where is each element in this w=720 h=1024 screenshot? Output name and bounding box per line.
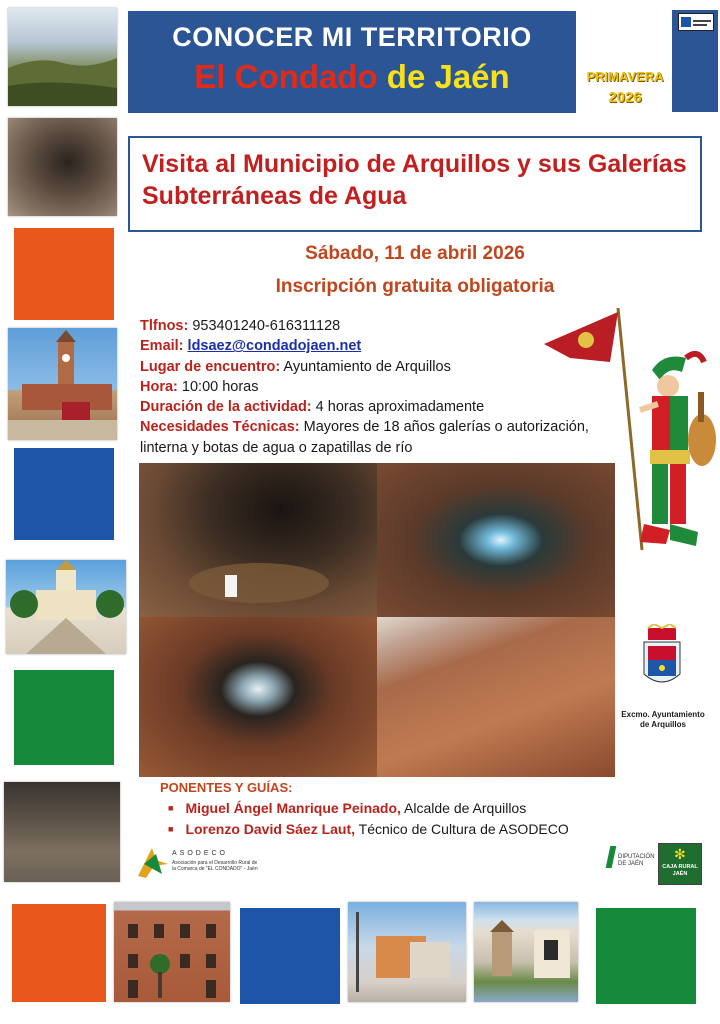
speaker-item bbox=[168, 800, 526, 816]
header-subtitle bbox=[128, 58, 576, 96]
gallery-photo-4 bbox=[377, 617, 615, 777]
asodeco-logo bbox=[136, 846, 258, 882]
time-label: Hora: bbox=[140, 378, 178, 395]
speaker-name: Miguel Ángel Manrique Peinado, bbox=[185, 800, 401, 816]
phones-label: Tlfnos: bbox=[140, 318, 189, 334]
tunnel-photo-2 bbox=[4, 782, 120, 882]
email-link[interactable]: ldsaez@condadojaen.net bbox=[187, 338, 362, 355]
needs-value: Mayores de 18 años galerías o autorización, linterna y botas de agua o zapatillas de río bbox=[140, 419, 589, 456]
gallery-photo-2 bbox=[377, 463, 615, 617]
orange-tile bbox=[12, 904, 106, 1002]
green-tile bbox=[596, 908, 696, 1004]
bullet-icon: ■ bbox=[168, 803, 174, 813]
clock-tower-photo bbox=[8, 328, 117, 440]
corner-logo bbox=[678, 13, 714, 31]
tunnel-photo-1 bbox=[8, 118, 117, 216]
time-value: 10:00 horas bbox=[181, 378, 259, 395]
event-title: Visita al Municipio de Arquillos y sus Galerías Subterráneas de Agua bbox=[142, 150, 687, 210]
orange-tile bbox=[14, 228, 114, 320]
modern-building-photo bbox=[348, 902, 466, 1002]
speaker-item bbox=[168, 821, 569, 837]
season-year: 2026 bbox=[608, 89, 642, 106]
asodeco-name: ASODECO bbox=[172, 850, 229, 857]
event-date: Sábado, 11 de abril 2026 bbox=[305, 243, 525, 264]
bullet-icon: ■ bbox=[168, 824, 174, 834]
blue-tile bbox=[240, 908, 340, 1004]
phones-value: 953401240-616311128 bbox=[192, 318, 341, 334]
asodeco-subtitle: Asociación para el Desarrollo Rural de la Comarca de "EL CONDADO" - Jaén bbox=[172, 860, 258, 872]
duration-value: 4 horas aproximadamente bbox=[315, 399, 485, 416]
coat-of-arms-icon bbox=[640, 624, 684, 708]
needs-label: Necesidades Técnicas: bbox=[140, 419, 300, 436]
landscape-photo bbox=[8, 8, 117, 106]
green-tile bbox=[14, 670, 114, 765]
season-label bbox=[578, 66, 672, 108]
duration-label: Duración de la actividad: bbox=[140, 399, 312, 416]
diputacion-logo bbox=[604, 846, 655, 882]
speaker-role: Alcalde de Arquillos bbox=[404, 800, 527, 816]
header-subtitle-red: El Condado bbox=[194, 58, 378, 95]
speaker-name: Lorenzo David Sáez Laut, bbox=[185, 821, 356, 837]
caja-rural-logo bbox=[658, 843, 702, 885]
blue-tile bbox=[14, 448, 114, 540]
wheat-icon: ✻ bbox=[674, 846, 686, 862]
header-title: CONOCER MI TERRITORIO bbox=[172, 22, 532, 52]
meeting-value: Ayuntamiento de Arquillos bbox=[283, 358, 451, 375]
signup-note: Inscripción gratuita obligatoria bbox=[275, 276, 555, 297]
caja-rural-label: CAJA RURAL JAÉN bbox=[662, 864, 698, 877]
email-label: Email: bbox=[140, 338, 184, 355]
meeting-label: Lugar de encuentro: bbox=[140, 358, 281, 375]
town-square-photo bbox=[6, 560, 126, 654]
diputacion-label: DIPUTACIÓN DE JAÉN bbox=[618, 854, 655, 867]
header-subtitle-yellow: de Jaén bbox=[386, 58, 510, 95]
speakers-title: PONENTES Y GUÍAS: bbox=[160, 780, 293, 795]
season-name: PRIMAVERA bbox=[586, 69, 664, 84]
manor-house-photo bbox=[114, 902, 230, 1002]
church-view-photo bbox=[474, 902, 578, 1002]
gallery-photo-3 bbox=[139, 617, 377, 777]
gallery-photo-1 bbox=[139, 463, 377, 617]
speaker-role: Técnico de Cultura de ASODECO bbox=[358, 821, 569, 837]
town-hall-label: Excmo. Ayuntamiento de Arquillos bbox=[621, 710, 705, 729]
